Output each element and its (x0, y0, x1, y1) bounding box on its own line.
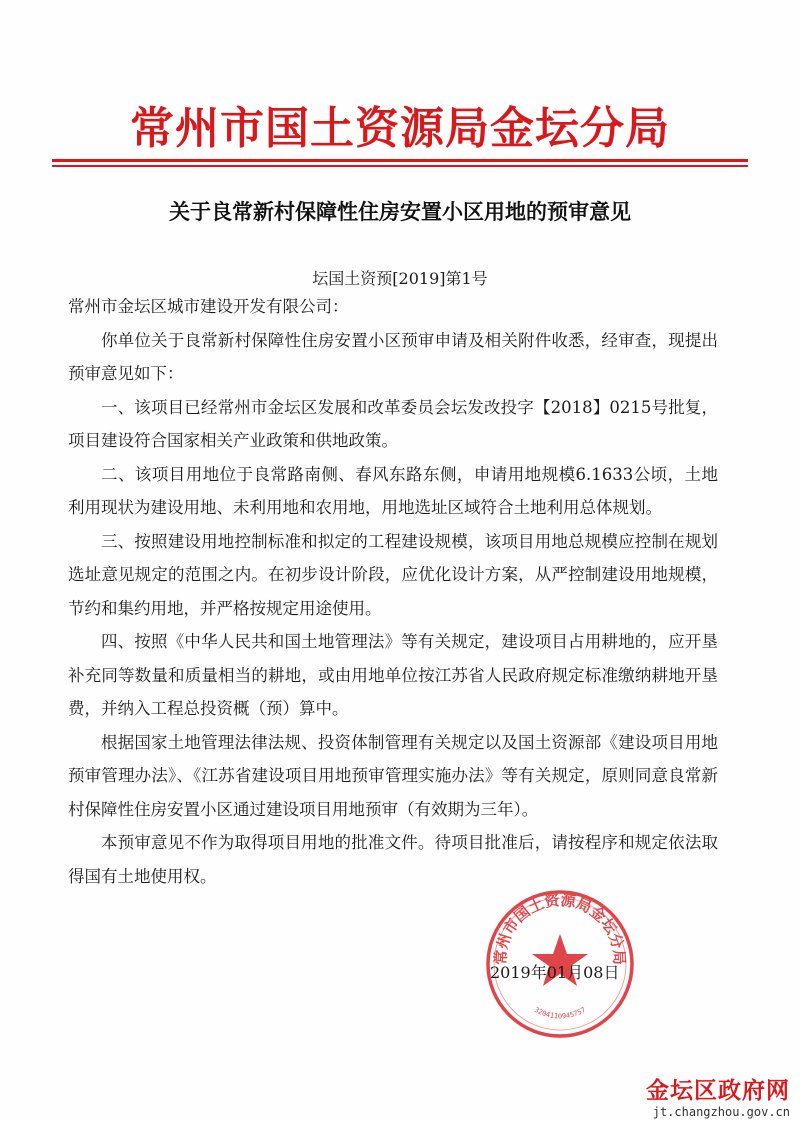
paragraph-item-2: 二、该项目用地位于良常路南侧、春风东路东侧，申请用地规模6.1633公顷，土地利用现状为建设用地、未利用地和农用地，用地选址区域符合土地利用总体规划。 (68, 464, 718, 517)
paragraph-item-4: 四、按照《中华人民共和国土地管理法》等有关规定，建设项目占用耕地的，应开垦补充同等数量和质量相当的耕地，或由用地单位按江苏省人民政府规定标准缴纳耕地开垦费，并纳入工程总投资概（预）算中。 (68, 632, 718, 718)
svg-text:3204110945757 (533, 1006, 587, 1021)
paragraph-item-1: 一、该项目已经常州市金坛区发展和改革委员会坛发改投字【2018】0215号批复，项目建设符合国家相关产业政策和供地政策。 (68, 397, 718, 450)
seal-code: 3204110945757 (532, 1005, 588, 1021)
paragraph-conclusion: 根据国家土地管理法律法规、投资体制管理有关规定以及国土资源部《建设项目用地预审管理办法》、《江苏省建设项目用地预审管理实施办法》等有关规定，原则同意良常新村保障性住房安置小区通过建设项目用地预审（有效期为三年）。 (68, 732, 718, 819)
document-number: 坛国土资预[2019]第1号 (312, 269, 488, 288)
document-body (68, 290, 718, 893)
letterhead-org-name: 常州市国土资源局金坛分局 (130, 103, 670, 154)
issue-date: 2019年01月08日 (490, 963, 620, 982)
watermark-url: jt.changzhou.gov.cn (652, 1105, 790, 1119)
paragraph-note: 本预审意见不作为取得项目用地的批准文件。待项目批准后，请按程序和规定依法取得国有土地使用权。 (68, 833, 718, 886)
site-watermark (646, 1072, 790, 1119)
seal-text: 常州市国土资源局金坛分局 (491, 891, 629, 966)
addressee: 常州市金坛区城市建设开发有限公司： (68, 297, 349, 316)
document-title: 关于良常新村保障性住房安置小区用地的预审意见 (169, 200, 631, 224)
letterhead-rule-thin (52, 165, 748, 167)
watermark-site-name: 金坛区政府网 (646, 1078, 790, 1104)
paragraph-intro: 你单位关于良常新村保障性住房安置小区预审申请及相关附件收悉，经审查，现提出预审意见如下： (68, 330, 718, 383)
letterhead-rule-thick (52, 159, 748, 162)
paragraph-item-3: 三、按照建设用地控制标准和拟定的工程建设规模，该项目用地总规模应控制在规划选址意见规定的范围之内。在初步设计阶段，应优化设计方案，从严控制建设用地规模，节约和集约用地，并严格按规定用途使用。 (68, 531, 718, 618)
